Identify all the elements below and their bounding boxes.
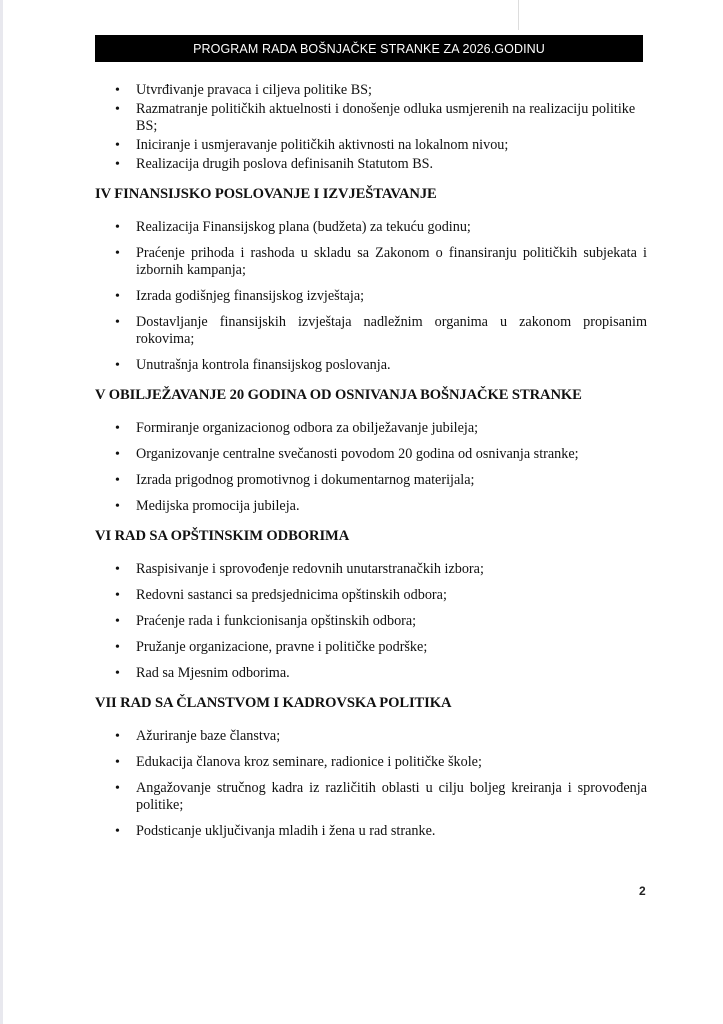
list-item-text: Formiranje organizacionog odbora za obilježavanje jubileja;: [136, 420, 479, 436]
document-section: [95, 695, 647, 840]
intro-bullet-list: [95, 82, 647, 173]
list-item: [95, 561, 647, 578]
bullet-icon: •: [115, 246, 120, 261]
bullet-icon: •: [115, 781, 120, 796]
bullet-icon: •: [115, 614, 120, 629]
list-item: [95, 780, 647, 814]
list-item: [95, 446, 647, 463]
list-item: [95, 639, 647, 656]
list-item: [95, 728, 647, 745]
list-item: [95, 498, 647, 515]
section-bullet-list: [95, 420, 647, 515]
list-item-text: Edukacija članova kroz seminare, radionice i političke škole;: [136, 754, 482, 770]
list-item-text: Realizacija Finansijskog plana (budžeta) za tekuću godinu;: [136, 219, 471, 235]
list-item-text: Medijska promocija jubileja.: [136, 498, 300, 514]
bullet-icon: •: [115, 102, 120, 117]
section-heading: IV FINANSIJSKO POSLOVANJE I IZVJEŠTAVANJE: [95, 186, 437, 202]
scan-artifact: [518, 0, 519, 30]
page-number: 2: [639, 884, 646, 898]
bullet-icon: •: [115, 562, 120, 577]
list-item-text: Praćenje rada i funkcionisanja opštinskih odbora;: [136, 613, 417, 629]
bullet-icon: •: [115, 220, 120, 235]
list-item: [95, 613, 647, 630]
page-edge: [0, 0, 3, 1024]
list-item: [95, 754, 647, 771]
document-section: [95, 528, 647, 682]
bullet-icon: •: [115, 315, 120, 330]
bullet-icon: •: [115, 473, 120, 488]
list-item: [95, 314, 647, 348]
list-item: [95, 665, 647, 682]
section-bullet-list: [95, 219, 647, 374]
list-item-text: Utvrđivanje pravaca i ciljeva politike BS;: [136, 82, 372, 98]
section-bullet-list: [95, 728, 647, 840]
list-item-text: Realizacija drugih poslova definisanih Statutom BS.: [136, 156, 434, 172]
list-item: [95, 357, 647, 374]
section-heading: VI RAD SA OPŠTINSKIM ODBORIMA: [95, 528, 350, 544]
list-item-text: Organizovanje centralne svečanosti povodom 20 godina od osnivanja stranke;: [136, 446, 579, 462]
list-item: [95, 823, 647, 840]
section-heading: V OBILJEŽAVANJE 20 GODINA OD OSNIVANJA BOŠNJAČKE STRANKE: [95, 387, 582, 403]
bullet-icon: •: [115, 358, 120, 373]
list-item-text: Razmatranje političkih aktuelnosti i donošenje odluka usmjerenih na realizaciju politike BS;: [136, 101, 636, 134]
list-item-text: Angažovanje stručnog kadra iz različitih oblasti u cilju boljeg kreiranja i sprovođenja politike;: [136, 780, 647, 813]
document-section: [95, 387, 647, 515]
list-item: [95, 587, 647, 604]
list-item: [95, 245, 647, 279]
bullet-icon: •: [115, 640, 120, 655]
bullet-icon: •: [115, 157, 120, 172]
list-item-text: Praćenje prihoda i rashoda u skladu sa Zakonom o finansiranju političkih subjekata i izbornih kampanja;: [136, 245, 647, 278]
list-item-text: Iniciranje i usmjeravanje političkih aktivnosti na lokalnom nivou;: [136, 137, 509, 153]
bullet-icon: •: [115, 755, 120, 770]
bullet-icon: •: [115, 588, 120, 603]
bullet-icon: •: [115, 83, 120, 98]
bullet-icon: •: [115, 447, 120, 462]
list-item-text: Unutrašnja kontrola finansijskog poslovanja.: [136, 357, 391, 373]
bullet-icon: •: [115, 138, 120, 153]
list-item: [95, 219, 647, 236]
bullet-icon: •: [115, 666, 120, 681]
list-item-text: Rad sa Mjesnim odborima.: [136, 665, 290, 681]
list-item: [95, 156, 647, 173]
list-item-text: Izrada godišnjeg finansijskog izvještaja;: [136, 288, 365, 304]
bullet-icon: •: [115, 729, 120, 744]
list-item: [95, 82, 647, 99]
list-item: [95, 472, 647, 489]
document-header-bar: [95, 35, 643, 62]
bullet-icon: •: [115, 499, 120, 514]
bullet-icon: •: [115, 289, 120, 304]
list-item-text: Redovni sastanci sa predsjednicima opštinskih odbora;: [136, 587, 447, 603]
list-item: [95, 420, 647, 437]
list-item-text: Raspisivanje i sprovođenje redovnih unutarstranačkih izbora;: [136, 561, 484, 577]
document-section: [95, 186, 647, 374]
section-bullet-list: [95, 561, 647, 682]
list-item-text: Podsticanje uključivanja mladih i žena u rad stranke.: [136, 823, 436, 839]
list-item: [95, 288, 647, 305]
document-header-title: PROGRAM RADA BOŠNJAČKE STRANKE ZA 2026.GODINU: [193, 41, 545, 56]
document-body: [95, 82, 647, 849]
list-item: [95, 137, 647, 154]
sections-container: [95, 186, 647, 840]
list-item-text: Pružanje organizacione, pravne i političke podrške;: [136, 639, 428, 655]
bullet-icon: •: [115, 824, 120, 839]
list-item-text: Izrada prigodnog promotivnog i dokumentarnog materijala;: [136, 472, 475, 488]
bullet-icon: •: [115, 421, 120, 436]
list-item: [95, 101, 647, 135]
list-item-text: Dostavljanje finansijskih izvještaja nadležnim organima u zakonom propisanim rokovima;: [136, 314, 647, 347]
section-heading: VII RAD SA ČLANSTVOM I KADROVSKA POLITIKA: [95, 695, 452, 711]
list-item-text: Ažuriranje baze članstva;: [136, 728, 281, 744]
